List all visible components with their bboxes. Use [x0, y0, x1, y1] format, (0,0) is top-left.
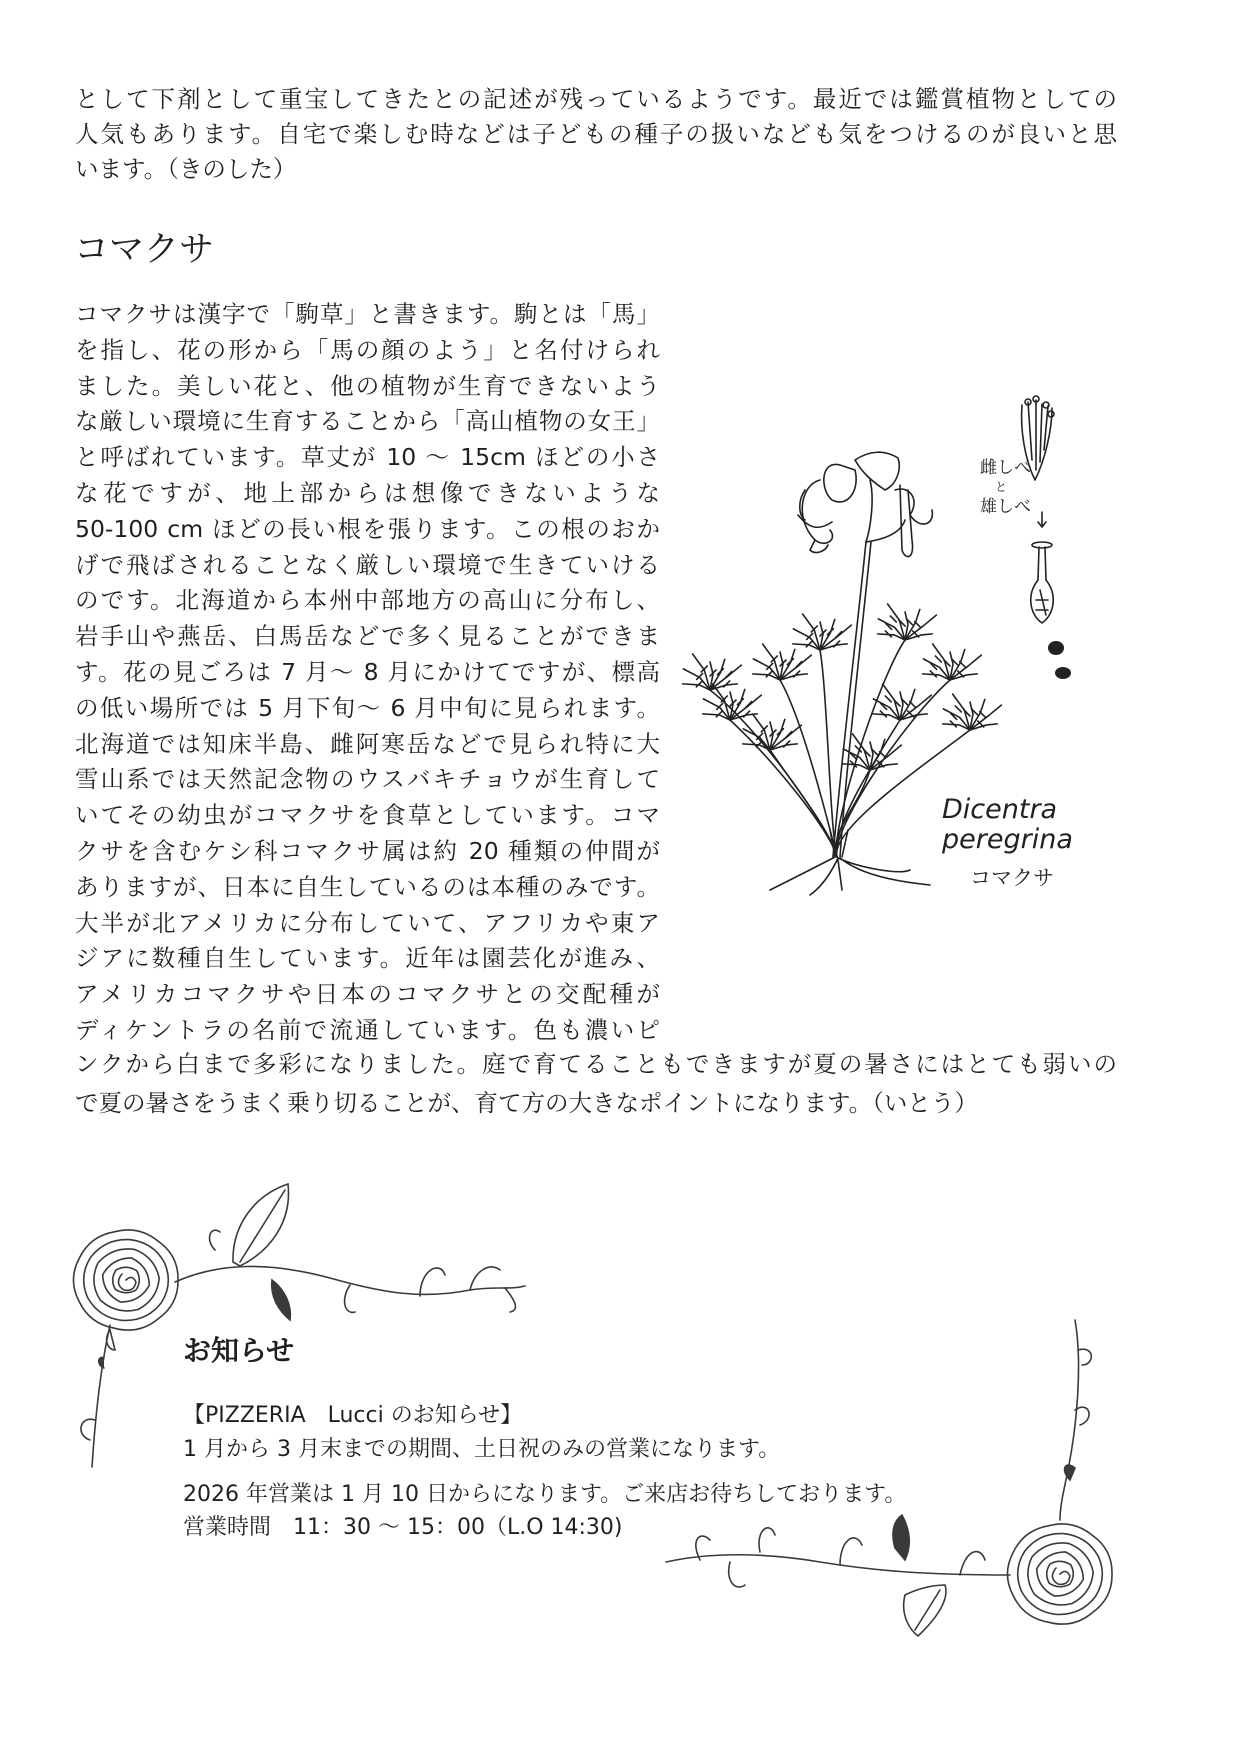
article-line: ディケントラの名前で流通しています。色も濃いピ — [75, 1016, 660, 1044]
rose-petal — [1007, 1524, 1112, 1624]
scientific-name-species: peregrina — [942, 824, 1073, 855]
intro-line: 人気もあります。自宅で楽しむ時などは子どもの種子の扱いなども気をつけるのが良いと思 — [75, 120, 1117, 148]
article-line: コマクサは漢字で「駒草」と書きます。駒とは「馬」 — [75, 300, 660, 328]
roots-drawing — [770, 830, 930, 895]
rose-petal — [113, 1267, 140, 1292]
leaf-segment — [820, 625, 851, 650]
pistil-drawing — [1031, 542, 1053, 623]
label-and: と — [995, 480, 1008, 494]
notice-line: 【PIZZERIA Lucci のお知らせ】 — [183, 1403, 523, 1428]
leaf-segment — [730, 695, 761, 720]
article-line: ました。美しい花と、他の植物が生育できないよう — [75, 371, 660, 400]
article-line: 岩手山や燕岳、白馬岳などで多く見ることができま — [75, 622, 660, 651]
rose-icon — [1007, 1524, 1112, 1624]
article-line: な花ですが、地上部からは想像できないような — [75, 479, 660, 507]
rose-petal — [1047, 1561, 1074, 1586]
article-line: で夏の暑さをうまく乗り切ることが、育て方の大きなポイントになります。（いとう） — [75, 1089, 978, 1117]
article-line: の低い場所では 5 月下旬〜 6 月中旬に見られます。 — [75, 693, 660, 722]
article-line: クサを含むケシ科コマクサ属は約 20 種類の仲間が — [75, 837, 660, 865]
label-stamen: 雄しべ — [980, 497, 1031, 517]
article-line: と呼ばれています。草丈が 10 〜 15cm ほどの小さ — [75, 443, 660, 472]
intro-line: として下剤として重宝してきたとの記述が残っているようです。最近では鑑賞植物としての — [75, 85, 1117, 113]
article-line: アメリカコマクサや日本のコマクサとの交配種が — [75, 980, 660, 1009]
leaf-segment — [780, 655, 811, 680]
notice-line: 1 月から 3 月末までの期間、土日祝のみの営業になります。 — [183, 1437, 781, 1462]
article-line: を指し、花の形から「馬の顔のよう」と名付けられ — [75, 335, 660, 364]
flower-drawing — [798, 452, 932, 857]
common-name-label: コマクサ — [970, 866, 1054, 890]
article-line: ンクから白まで多彩になりました。庭で育てることもできますが夏の暑さにはとても弱いの — [75, 1050, 1117, 1078]
article-line: 雪山系では天然記念物のウスバキチョウが生育して — [75, 765, 660, 794]
article-line: 大半が北アメリカに分布していて、アフリカや東ア — [75, 908, 660, 937]
intro-line: います。（きのした） — [75, 155, 297, 183]
article-line: 50-100 cm ほどの長い根を張ります。この根のおか — [75, 514, 660, 543]
notice-title: お知らせ — [183, 1334, 295, 1367]
komakusa-illustration — [670, 390, 1230, 990]
article-line: いてその幼虫がコマクサを食草としています。コマ — [75, 801, 660, 830]
article-line: ジアに数種自生しています。近年は園芸化が進み、 — [75, 944, 660, 973]
leaf-segment — [710, 665, 741, 690]
rose-petal — [73, 1230, 178, 1330]
article-line: ありますが、日本に自生しているのは本種のみです。 — [75, 872, 660, 901]
leaf-segment — [970, 705, 1001, 730]
notice-line: 営業時間 11：30 〜 15：00（L.O 14:30) — [183, 1515, 623, 1540]
article-line: のです。北海道から本州中部地方の高山に分布し、 — [75, 586, 660, 615]
seeds-drawing — [1048, 641, 1071, 679]
leaf-segment — [905, 615, 936, 640]
scientific-name-genus: Dicentra — [942, 794, 1058, 825]
label-pistil: 雌しべ — [980, 458, 1031, 478]
notice-line: 2026 年営業は 1 月 10 日からになります。ご来店お待ちしております。 — [183, 1482, 907, 1507]
rose-petal — [1037, 1552, 1084, 1596]
rose-petal — [84, 1240, 169, 1321]
article-line: な厳しい環境に生育することから「高山植物の女王」 — [75, 407, 660, 436]
article-line: 北海道では知床半島、雌阿寒岳などで見られ特に大 — [75, 729, 660, 758]
leaf-segment — [770, 725, 801, 750]
rose-icon — [73, 1230, 178, 1330]
leaf-segment — [950, 655, 981, 680]
rose-petal — [94, 1249, 159, 1311]
article-line: げで飛ばされることなく厳しい環境で生きていける — [75, 550, 660, 579]
leaf-segment — [870, 745, 901, 770]
rose-petal — [1028, 1543, 1093, 1605]
rose-petal — [1018, 1534, 1103, 1615]
rose-petal — [103, 1258, 150, 1302]
article-title: コマクサ — [74, 230, 215, 270]
article-line: す。花の見ごろは 7 月〜 8 月にかけてですが、標高 — [75, 658, 660, 686]
